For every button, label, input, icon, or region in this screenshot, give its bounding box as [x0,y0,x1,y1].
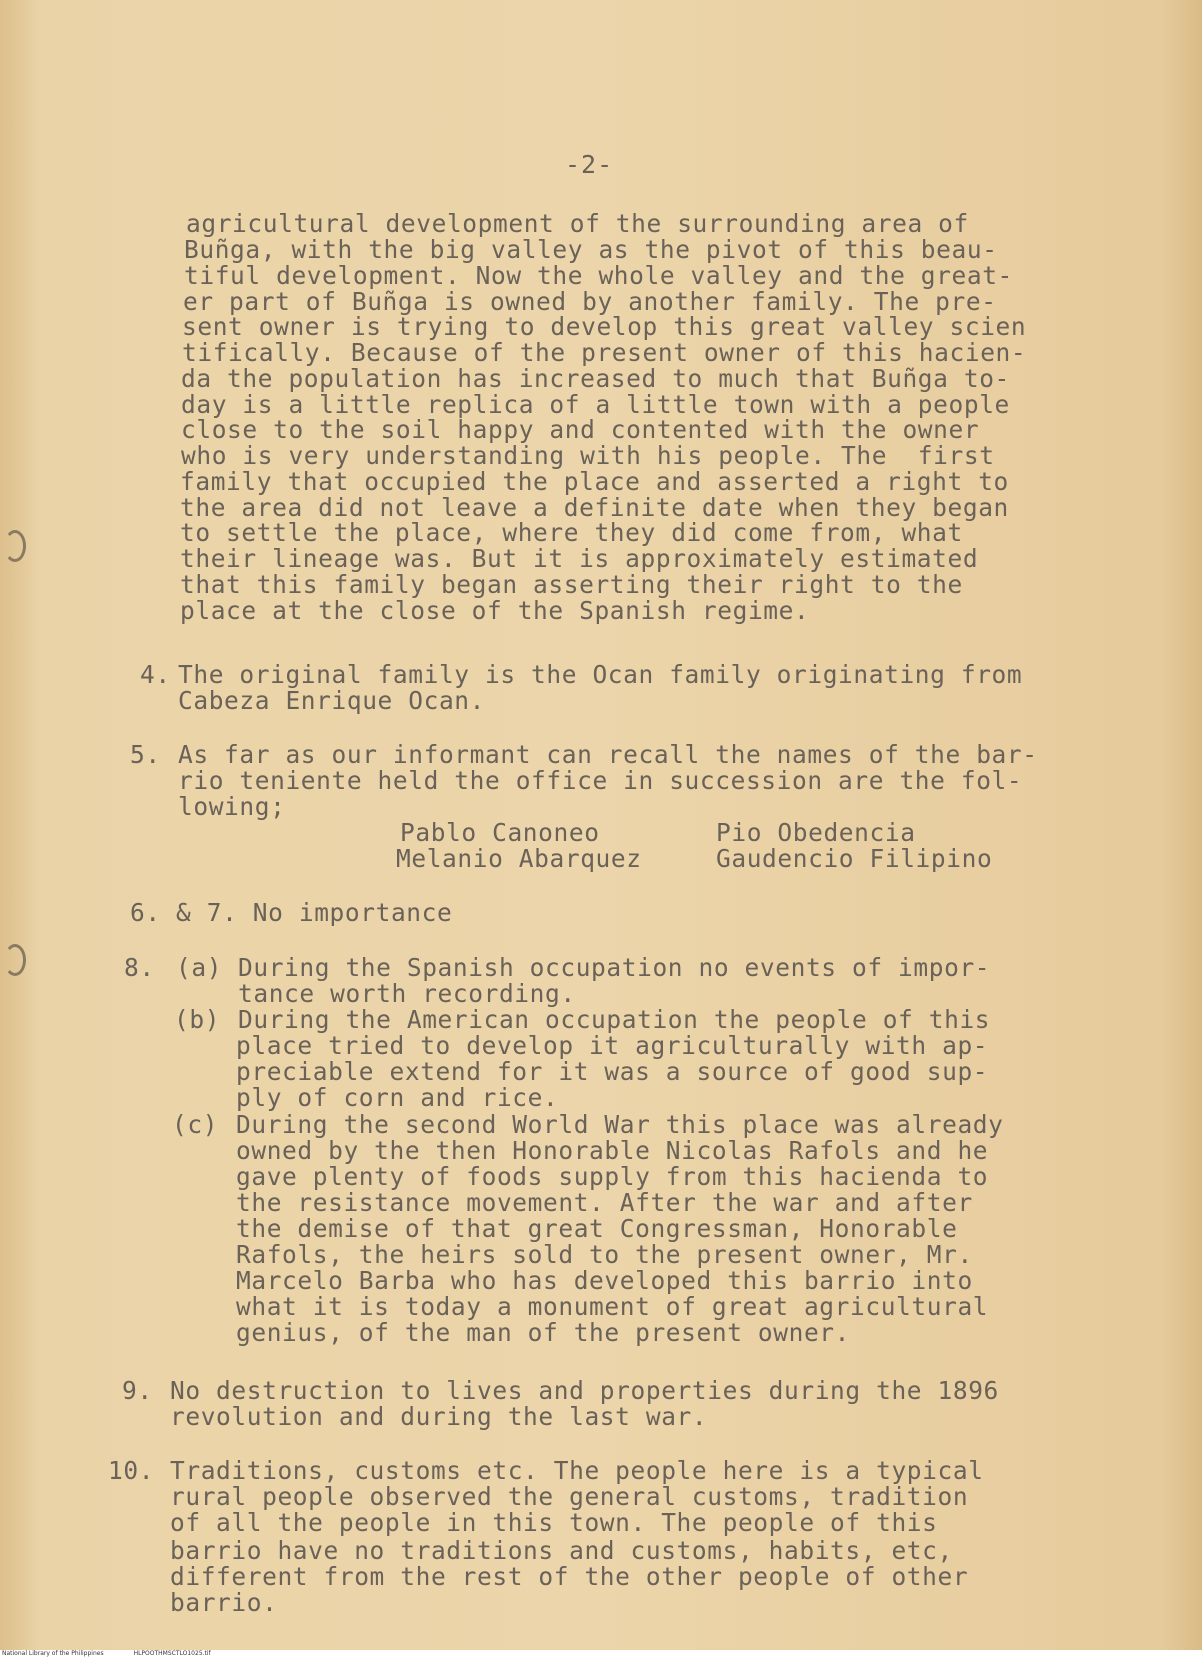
text-line: As far as our informant can recall the names of the bar- [178,740,1038,769]
library-credit: National Library of the Philippines [2,1650,104,1657]
teniente-name: Gaudencio Filipino [716,844,993,873]
text-line: rio teniente held the office in succession are the fol- [178,766,1023,795]
text-line: their lineage was. But it is approximately estimated [180,544,979,573]
text-line: genius, of the man of the present owner. [236,1318,851,1347]
text-line: tiful development. Now the whole valley and the great- [184,261,1013,290]
text-line: Cabeza Enrique Ocan. [178,686,486,715]
text-line: tifically. Because of the present owner of this hacien- [182,338,1027,367]
text-line: ply of corn and rice. [236,1083,559,1112]
text-line: lowing; [178,792,286,821]
text-line: During the second World War this place was already [236,1110,1004,1139]
text-line: Buñga, with the big valley as the pivot of this beau- [184,235,998,264]
text-line: Traditions, customs etc. The people here is a typical [170,1456,984,1485]
text-line: different from the rest of the other people of other [170,1562,969,1591]
text-line: revolution and during the last war. [170,1402,708,1431]
item-number: 10. [108,1456,155,1485]
text-line: Rafols, the heirs sold to the present owner, Mr. [236,1240,973,1269]
sub-item-label: (a) [176,953,223,982]
item-number: 4. [140,660,171,689]
text-line: barrio have no traditions and customs, habits, etc, [170,1536,953,1565]
text-line: day is a little replica of a little town with a people [181,390,1010,419]
text-line: family that occupied the place and asserted a right to [180,467,1009,496]
punch-hole [4,944,26,976]
page-number: -2- [565,150,614,179]
text-line: preciable extend for it was a source of good sup- [236,1057,989,1086]
text-line: the area did not leave a definite date when they began [180,493,1009,522]
scan-footer [0,1650,1202,1658]
text-line: During the Spanish occupation no events of impor- [238,953,991,982]
text-line: No destruction to lives and properties during the 1896 [170,1376,999,1405]
text-line: place at the close of the Spanish regime. [180,596,810,625]
text-line: sent owner is trying to develop this great valley scien [182,312,1027,341]
text-line: to settle the place, where they did come from, what [180,518,963,547]
text-line: During the American occupation the people of this [238,1005,991,1034]
teniente-name: Pablo Canoneo [400,818,600,847]
text-line: owned by the then Honorable Nicolas Rafols and he [236,1136,989,1165]
text-line: who is very understanding with his people. The first [181,441,995,470]
text-line: tance worth recording. [238,979,576,1008]
text-line: agricultural development of the surrounding area of [186,209,969,238]
item-6-7: 6. & 7. No importance [130,898,453,927]
text-line: of all the people in this town. The people of this [170,1508,938,1537]
sub-item-label: (c) [172,1110,219,1139]
text-line: gave plenty of foods supply from this hacienda to [236,1162,989,1191]
text-line: place tried to develop it agriculturally with ap- [236,1031,989,1060]
text-line: what it is today a monument of great agricultural [236,1292,989,1321]
text-line: Marcelo Barba who has developed this barrio into [236,1266,973,1295]
item-number: 9. [122,1376,153,1405]
text-line: close to the soil happy and contented with the owner [181,415,980,444]
text-line: rural people observed the general customs, tradition [170,1482,969,1511]
text-line: that this family began asserting their right to the [180,570,963,599]
text-line: the resistance movement. After the war and after [236,1188,973,1217]
sub-item-label: (b) [174,1005,221,1034]
teniente-name: Melanio Abarquez [396,844,642,873]
punch-hole [4,530,26,562]
text-line: barrio. [170,1588,278,1617]
text-line: the demise of that great Congressman, Honorable [236,1214,958,1243]
file-name: HLPOOTHMSCTLO1025.tif [133,1650,211,1657]
item-number: 8. [124,953,155,982]
teniente-name: Pio Obedencia [716,818,916,847]
text-line: The original family is the Ocan family originating from [178,660,1023,689]
text-line: da the population has increased to much that Buñga to- [181,364,1010,393]
item-number: 5. [130,740,161,769]
text-line: er part of Buñga is owned by another family. The pre- [183,287,997,316]
